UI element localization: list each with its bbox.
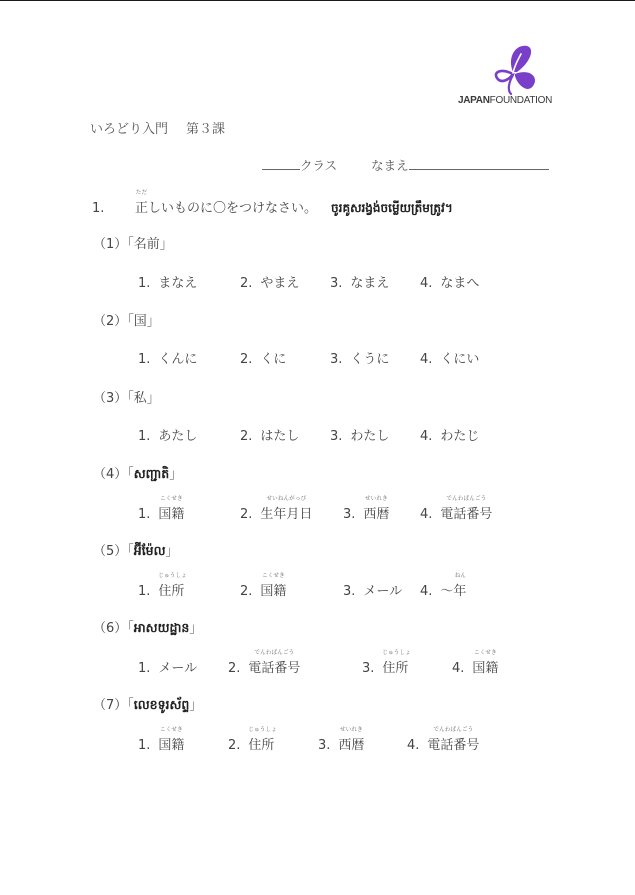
- choice-text: 電話番号: [427, 738, 480, 753]
- question-word: 名前: [133, 237, 160, 252]
- ruby-text: [260, 496, 313, 522]
- furigana: じゅうしょ: [158, 573, 187, 579]
- choice-number: 2.: [240, 352, 253, 367]
- furigana: ねん: [454, 573, 467, 579]
- choice-text: 電話番号: [440, 507, 493, 522]
- choice-text: 生年月日: [260, 507, 313, 522]
- ruby-text: [158, 496, 185, 522]
- ruby-text: [338, 727, 365, 753]
- question-1-choice-4[interactable]: [420, 272, 479, 291]
- kanji-text: 正: [135, 201, 149, 216]
- furigana: でんわばんごう: [446, 496, 487, 502]
- question-4-choice-2[interactable]: [240, 496, 313, 522]
- question-7-choice-4[interactable]: [407, 727, 480, 753]
- question-word-khmer: សញ្ជាតិ: [133, 466, 170, 481]
- choice-number: 4.: [407, 738, 420, 753]
- name-blank-field[interactable]: [409, 157, 549, 170]
- choice-number: 3.: [343, 507, 356, 522]
- choice-text: くうに: [350, 352, 390, 367]
- choice-text: メール: [363, 584, 403, 599]
- choice-number: 2.: [240, 584, 253, 599]
- question-2-choice-3[interactable]: [330, 348, 389, 367]
- instruction-number: 1.: [92, 201, 105, 216]
- choice-number: 4.: [420, 507, 433, 522]
- furigana: でんわばんごう: [254, 650, 295, 656]
- choice-text: メール: [158, 661, 198, 676]
- choice-text: 住所: [382, 661, 409, 676]
- choice-text: 電話番号: [248, 661, 301, 676]
- choice-text: はたし: [260, 429, 300, 444]
- question-6-choice-1[interactable]: [138, 657, 197, 676]
- choice-number: 1.: [138, 584, 151, 599]
- choice-number: 3.: [330, 276, 343, 291]
- choice-text: あたし: [158, 429, 198, 444]
- class-label: クラス: [300, 158, 338, 173]
- label-prefix: （7）「: [93, 698, 134, 713]
- ruby-text: [427, 727, 480, 753]
- choice-number: 2.: [240, 429, 253, 444]
- choice-text: 西暦: [363, 507, 390, 522]
- question-4-choice-1[interactable]: [138, 496, 185, 522]
- question-3-choice-4[interactable]: [420, 425, 479, 444]
- question-word: 私: [133, 391, 147, 406]
- question-word-khmer: លេខទូរស័ព្ទ: [133, 697, 190, 712]
- choice-number: 1.: [138, 276, 151, 291]
- question-3-choice-3[interactable]: [330, 425, 389, 444]
- label-prefix: （1）「: [93, 237, 134, 252]
- class-name-fields: [262, 156, 549, 174]
- choice-text: くにい: [440, 352, 480, 367]
- choice-text: なまへ: [440, 276, 480, 291]
- choice-number: 1.: [138, 661, 151, 676]
- question-7-label: [93, 694, 202, 716]
- question-5-choice-3[interactable]: [343, 580, 402, 599]
- question-2-choice-4[interactable]: [420, 348, 479, 367]
- choice-number: 4.: [420, 352, 433, 367]
- choice-text: 国籍: [158, 507, 185, 522]
- question-1-choice-1[interactable]: [138, 272, 197, 291]
- choice-number: 2.: [240, 276, 253, 291]
- choice-text: まなえ: [158, 276, 198, 291]
- question-word-khmer: អាសយដ្ឋាន: [133, 620, 190, 635]
- label-suffix: 」: [189, 621, 203, 636]
- instruction-text: しいものに〇をつけなさい。: [148, 201, 318, 216]
- question-6-label: [93, 617, 202, 639]
- instruction-kanji: [135, 190, 149, 216]
- furigana: こくせき: [262, 573, 285, 579]
- furigana: こくせき: [160, 496, 183, 502]
- class-blank-field[interactable]: [262, 157, 300, 170]
- furigana: でんわばんごう: [433, 727, 474, 733]
- label-suffix: 」: [146, 314, 160, 329]
- question-1-label: [93, 233, 173, 252]
- choice-text: やまえ: [260, 276, 300, 291]
- ruby-text: [248, 727, 277, 753]
- choice-number: 3.: [318, 738, 331, 753]
- furigana: せいねんがっぴ: [266, 496, 307, 502]
- choice-number: 1.: [138, 507, 151, 522]
- question-7-choice-3[interactable]: [318, 727, 365, 753]
- page-top-border: [0, 0, 635, 1]
- choice-text: なまえ: [350, 276, 390, 291]
- ruby-text: [158, 573, 187, 599]
- furigana: ただ: [135, 190, 148, 196]
- ruby-text: [158, 727, 185, 753]
- furigana: じゅうしょ: [382, 650, 411, 656]
- question-3-choice-2[interactable]: [240, 425, 299, 444]
- choice-number: 3.: [330, 352, 343, 367]
- question-4-choice-4[interactable]: [420, 496, 493, 522]
- choice-text: 国籍: [472, 661, 499, 676]
- choice-number: 4.: [452, 661, 465, 676]
- choice-number: 1.: [138, 738, 151, 753]
- furigana: じゅうしょ: [248, 727, 277, 733]
- choice-number: 1.: [138, 429, 151, 444]
- question-5-label: [93, 540, 179, 562]
- furigana: せいれき: [365, 496, 388, 502]
- question-word: 国: [133, 314, 147, 329]
- choice-number: 3.: [362, 661, 375, 676]
- course-name: いろどり入門: [90, 122, 169, 137]
- ruby-text: [382, 650, 411, 676]
- question-6-choice-2[interactable]: [228, 650, 301, 676]
- ruby-text: [248, 650, 301, 676]
- choice-number: 1.: [138, 352, 151, 367]
- furigana: せいれき: [340, 727, 363, 733]
- question-4-label: [93, 463, 182, 485]
- question-6-choice-4[interactable]: [452, 650, 499, 676]
- choice-text: くんに: [158, 352, 198, 367]
- choice-text: 住所: [248, 738, 275, 753]
- choice-number: 3.: [343, 584, 356, 599]
- label-suffix: 」: [146, 391, 160, 406]
- label-prefix: （4）「: [93, 467, 134, 482]
- question-7-choice-2[interactable]: [228, 727, 277, 753]
- choice-text: わたじ: [440, 429, 480, 444]
- choice-number: 4.: [420, 276, 433, 291]
- question-5-choice-4[interactable]: [420, 573, 467, 599]
- course-title: [90, 118, 225, 137]
- question-3-choice-1[interactable]: [138, 425, 197, 444]
- label-prefix: （3）「: [93, 391, 134, 406]
- choice-number: 4.: [420, 584, 433, 599]
- japan-foundation-wordmark: JAPANFOUNDATION: [458, 95, 553, 106]
- question-2-label: [93, 310, 160, 329]
- instruction-khmer: ចូរគូសរង្វង់ចម្លើយត្រឹមត្រូវ។: [331, 201, 453, 215]
- label-suffix: 」: [159, 237, 173, 252]
- choice-text: 国籍: [260, 584, 287, 599]
- ruby-text: [260, 573, 287, 599]
- label-suffix: 」: [165, 544, 179, 559]
- choice-text: 国籍: [158, 738, 185, 753]
- ruby-text: [472, 650, 499, 676]
- ruby-text: [440, 573, 467, 599]
- furigana: こくせき: [474, 650, 497, 656]
- question-7-choice-1[interactable]: [138, 727, 185, 753]
- choice-text: 西暦: [338, 738, 365, 753]
- furigana: こくせき: [160, 727, 183, 733]
- name-label: なまえ: [371, 158, 409, 173]
- instruction-line: [92, 190, 453, 218]
- label-suffix: 」: [189, 698, 203, 713]
- question-5-choice-2[interactable]: [240, 573, 287, 599]
- choice-number: 2.: [228, 738, 241, 753]
- question-3-label: [93, 387, 160, 406]
- question-2-choice-2[interactable]: [240, 348, 286, 367]
- question-4-choice-3[interactable]: [343, 496, 390, 522]
- ruby-text: [363, 496, 390, 522]
- question-1-choice-3[interactable]: [330, 272, 389, 291]
- question-5-choice-1[interactable]: [138, 573, 187, 599]
- label-suffix: 」: [169, 467, 183, 482]
- choice-number: 2.: [240, 507, 253, 522]
- choice-number: 4.: [420, 429, 433, 444]
- choice-text: わたし: [350, 429, 390, 444]
- choice-number: 3.: [330, 429, 343, 444]
- choice-text: ～年: [440, 584, 467, 599]
- choice-number: 2.: [228, 661, 241, 676]
- label-prefix: （2）「: [93, 314, 134, 329]
- choice-text: くに: [260, 352, 287, 367]
- question-word-khmer: អ៊ីម៉ែល: [133, 543, 166, 558]
- question-6-choice-3[interactable]: [362, 650, 411, 676]
- lesson-number: 第３課: [186, 122, 226, 137]
- question-1-choice-2[interactable]: [240, 272, 299, 291]
- label-prefix: （6）「: [93, 621, 134, 636]
- choice-text: 住所: [158, 584, 185, 599]
- question-2-choice-1[interactable]: [138, 348, 197, 367]
- ruby-text: [440, 496, 493, 522]
- label-prefix: （5）「: [93, 544, 134, 559]
